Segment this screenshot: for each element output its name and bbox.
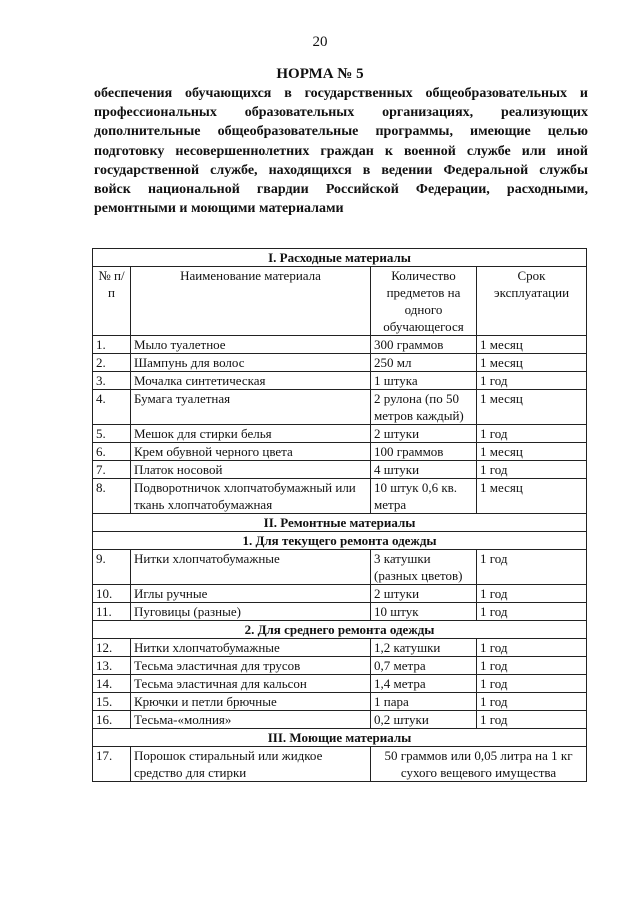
row-number: 13. [93, 657, 131, 675]
row-number: 6. [93, 443, 131, 461]
usage-term: 1 месяц [477, 390, 587, 425]
material-name: Иглы ручные [131, 585, 371, 603]
document-intro [94, 84, 588, 218]
intro-line: войск национальной гвардии Российской Федерации, расходными, [94, 182, 588, 198]
material-name: Мочалка синтетическая [131, 372, 371, 390]
usage-term: 1 месяц [477, 336, 587, 354]
subsection-title: 2. Для среднего ремонта одежды [93, 621, 587, 639]
material-quantity: 1 пара [371, 693, 477, 711]
subsection-title-row [93, 621, 587, 639]
material-quantity: 3 катушки (разных цветов) [371, 550, 477, 585]
norm-table-body [93, 249, 587, 782]
quantity-and-term: 50 граммов или 0,05 литра на 1 кг сухого вещевого имущества [371, 747, 587, 782]
usage-term: 1 год [477, 585, 587, 603]
usage-term: 1 месяц [477, 354, 587, 372]
row-number: 1. [93, 336, 131, 354]
document-title: НОРМА № 5 [276, 66, 364, 82]
section-title: II. Ремонтные материалы [93, 514, 587, 532]
row-number: 3. [93, 372, 131, 390]
material-name: Тесьма эластичная для кальсон [131, 675, 371, 693]
material-name: Крючки и петли брючные [131, 693, 371, 711]
table-row [93, 390, 587, 425]
material-quantity: 1 штука [371, 372, 477, 390]
section-title: I. Расходные материалы [93, 249, 587, 267]
usage-term: 1 год [477, 711, 587, 729]
table-row [93, 354, 587, 372]
material-name: Мешок для стирки белья [131, 425, 371, 443]
row-number: 16. [93, 711, 131, 729]
material-quantity: 1,2 катушки [371, 639, 477, 657]
material-name: Нитки хлопчатобумажные [131, 550, 371, 585]
usage-term: 1 год [477, 550, 587, 585]
material-name: Крем обувной черного цвета [131, 443, 371, 461]
table-row [93, 675, 587, 693]
material-quantity: 2 рулона (по 50 метров каждый) [371, 390, 477, 425]
header-name: Наименование материала [131, 267, 371, 336]
header-num: № п/п [93, 267, 131, 336]
material-name: Порошок стиральный или жидкое средство для стирки [131, 747, 371, 782]
table-row [93, 372, 587, 390]
section-title-row [93, 514, 587, 532]
table-row [93, 711, 587, 729]
usage-term: 1 год [477, 639, 587, 657]
material-quantity: 0,7 метра [371, 657, 477, 675]
usage-term: 1 год [477, 675, 587, 693]
header-qty: Количество предметов на одного обучающегося [371, 267, 477, 336]
subsection-title: 1. Для текущего ремонта одежды [93, 532, 587, 550]
table-row [93, 479, 587, 514]
table-row [93, 747, 587, 782]
table-row [93, 693, 587, 711]
row-number: 11. [93, 603, 131, 621]
material-name: Мыло туалетное [131, 336, 371, 354]
material-quantity: 1,4 метра [371, 675, 477, 693]
column-header-row [93, 267, 587, 336]
table-row [93, 443, 587, 461]
usage-term: 1 год [477, 693, 587, 711]
usage-term: 1 год [477, 603, 587, 621]
usage-term: 1 год [477, 372, 587, 390]
table-row [93, 336, 587, 354]
usage-term: 1 год [477, 657, 587, 675]
section-title: III. Моющие материалы [93, 729, 587, 747]
row-number: 9. [93, 550, 131, 585]
material-quantity: 0,2 штуки [371, 711, 477, 729]
row-number: 4. [93, 390, 131, 425]
material-quantity: 100 граммов [371, 443, 477, 461]
subsection-title-row [93, 532, 587, 550]
intro-line: государственной службе, находящихся в ведении Федеральной службы [94, 162, 588, 178]
row-number: 2. [93, 354, 131, 372]
material-quantity: 300 граммов [371, 336, 477, 354]
intro-line: подготовку несовершеннолетних граждан к военной службе или иной [94, 143, 588, 159]
intro-line: дополнительные общеобразовательные программы, имеющие целью [94, 124, 588, 140]
page-number: 20 [312, 34, 328, 50]
row-number: 10. [93, 585, 131, 603]
usage-term: 1 год [477, 425, 587, 443]
row-number: 14. [93, 675, 131, 693]
table-row [93, 639, 587, 657]
table-row [93, 461, 587, 479]
norm-table [92, 248, 587, 782]
material-name: Тесьма-«молния» [131, 711, 371, 729]
intro-line: ремонтными и моющими материалами [94, 201, 344, 217]
table-row [93, 550, 587, 585]
material-name: Шампунь для волос [131, 354, 371, 372]
header-term: Срок эксплуатации [477, 267, 587, 336]
table-row [93, 657, 587, 675]
material-name: Подворотничок хлопчатобумажный или ткань хлопчатобумажная [131, 479, 371, 514]
usage-term: 1 месяц [477, 479, 587, 514]
table-row [93, 603, 587, 621]
material-quantity: 2 штуки [371, 425, 477, 443]
row-number: 7. [93, 461, 131, 479]
row-number: 17. [93, 747, 131, 782]
usage-term: 1 месяц [477, 443, 587, 461]
intro-line: профессиональных образовательных организациях, реализующих [94, 105, 588, 121]
material-quantity: 250 мл [371, 354, 477, 372]
material-quantity: 10 штук [371, 603, 477, 621]
section-header-row [93, 249, 587, 267]
material-name: Тесьма эластичная для трусов [131, 657, 371, 675]
table-row [93, 585, 587, 603]
row-number: 5. [93, 425, 131, 443]
material-quantity: 10 штук 0,6 кв. метра [371, 479, 477, 514]
row-number: 8. [93, 479, 131, 514]
intro-line: обеспечения обучающихся в государственных общеобразовательных и [94, 86, 588, 101]
material-quantity: 2 штуки [371, 585, 477, 603]
section-title-row [93, 729, 587, 747]
material-name: Пуговицы (разные) [131, 603, 371, 621]
table-row [93, 425, 587, 443]
material-name: Нитки хлопчатобумажные [131, 639, 371, 657]
row-number: 12. [93, 639, 131, 657]
material-name: Платок носовой [131, 461, 371, 479]
material-name: Бумага туалетная [131, 390, 371, 425]
material-quantity: 4 штуки [371, 461, 477, 479]
usage-term: 1 год [477, 461, 587, 479]
row-number: 15. [93, 693, 131, 711]
